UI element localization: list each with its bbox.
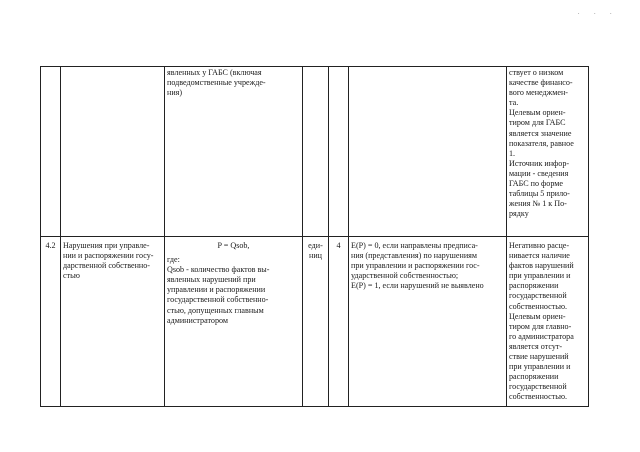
- text-line: дарственной собственно-: [63, 261, 150, 271]
- cell-weight: [329, 237, 349, 407]
- text-line: ния (представления) по нарушениям: [351, 251, 478, 261]
- unit-line: еди-: [308, 241, 323, 250]
- text-line: ния): [167, 88, 183, 98]
- cell-evaluation: [349, 237, 507, 407]
- table-row-continuation: [41, 67, 589, 237]
- text-line: подведомственные учрежде-: [167, 78, 266, 88]
- text-line: стью, допущенных главным: [167, 305, 264, 315]
- text-line: при управлении и: [509, 362, 571, 372]
- weight-value: 4: [336, 241, 341, 250]
- text-line: Негативно расце-: [509, 241, 570, 250]
- cell-evaluation: [349, 67, 507, 237]
- text-line: го администратора: [509, 331, 574, 341]
- text-line: ствует о низком: [509, 68, 564, 77]
- text-line: Целевым ориен-: [509, 108, 566, 118]
- where-label: где:: [167, 255, 180, 265]
- text-line: распоряжении: [509, 372, 559, 382]
- text-line: ствие нарушений: [509, 352, 569, 362]
- text-line: ГАБС по форме: [509, 179, 563, 189]
- text-line: распоряжении: [509, 281, 559, 291]
- text-line: E(P) = 1, если нарушений не выявлено: [351, 281, 484, 291]
- text-line: Целевым ориен-: [509, 311, 566, 321]
- indicator-table: [40, 66, 589, 407]
- text-line: при управлении и распоряжении гос-: [351, 261, 480, 271]
- cell-unit: [303, 237, 329, 407]
- row-number: 4.2: [45, 241, 56, 250]
- text-line: ударственной собственностью;: [351, 271, 459, 281]
- cell-indicator-name: [61, 237, 165, 407]
- cell-unit: [303, 67, 329, 237]
- text-line: является отсут-: [509, 341, 563, 351]
- text-line: Qsob - количество фактов вы-: [167, 265, 270, 275]
- scan-marks: · · ·: [577, 10, 618, 18]
- text-line: собственностью.: [509, 392, 568, 402]
- text-line: тиром для главно-: [509, 321, 572, 331]
- text-line: явленных нарушений при: [167, 275, 256, 285]
- cell-comment: [507, 237, 589, 407]
- text-line: мации - сведения: [509, 168, 569, 178]
- text-line: явленных у ГАБС (включая: [167, 68, 262, 77]
- table-row-4-2: [41, 237, 589, 407]
- text-line: государственной: [509, 382, 567, 392]
- text-line: вого менеджмен-: [509, 88, 568, 98]
- text-line: Нарушения при управле-: [63, 241, 150, 250]
- text-line: государственной собственно-: [167, 295, 269, 305]
- cell-formula: [165, 237, 303, 407]
- cell-number: [41, 67, 61, 237]
- text-line: Источник инфор-: [509, 158, 570, 168]
- text-line: E(P) = 0, если направлены предписа-: [351, 241, 478, 250]
- text-line: тиром для ГАБС: [509, 118, 566, 128]
- text-line: государственной: [509, 291, 567, 301]
- text-line: при управлении и: [509, 271, 571, 281]
- text-line: управлении и распоряжении: [167, 285, 266, 295]
- cell-weight: [329, 67, 349, 237]
- cell-formula: [165, 67, 303, 237]
- text-line: собственностью.: [509, 301, 568, 311]
- text-line: таблицы 5 прило-: [509, 189, 570, 199]
- text-line: показателя, равное: [509, 138, 574, 148]
- text-line: администратором: [167, 315, 229, 325]
- text-line: качестве финансо-: [509, 78, 573, 88]
- formula: P = Qsob,: [217, 241, 250, 250]
- text-line: та.: [509, 98, 519, 108]
- text-line: стью: [63, 271, 80, 281]
- cell-indicator-name: [61, 67, 165, 237]
- unit-line: ниц: [309, 251, 322, 261]
- cell-number: [41, 237, 61, 407]
- cell-comment: [507, 67, 589, 237]
- text-line: жения № 1 к По-: [509, 199, 567, 209]
- text-line: 1.: [509, 148, 516, 158]
- text-line: рядку: [509, 209, 529, 219]
- text-line: нивается наличие: [509, 251, 570, 261]
- text-line: нии и распоряжении госу-: [63, 251, 154, 261]
- text-line: является значение: [509, 128, 572, 138]
- text-line: фактов нарушений: [509, 261, 574, 271]
